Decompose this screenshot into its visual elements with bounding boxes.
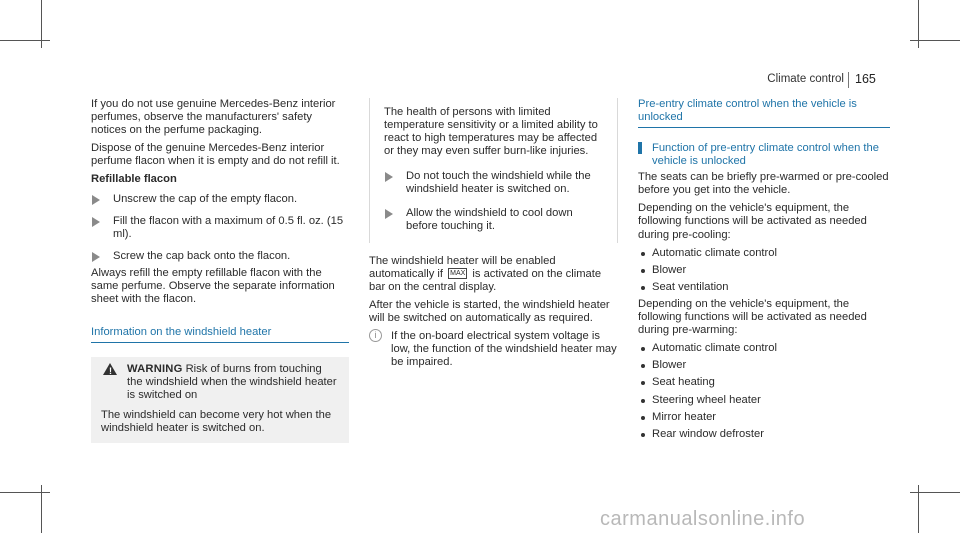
warning-text: Risk of burns from touching the windshield when the windshield heater is switched on (127, 363, 337, 402)
subsection-title-text: Function of pre-entry climate control when the vehicle is unlocked (652, 142, 879, 168)
list-item: Automatic climate control (638, 342, 890, 355)
list-item: Seat heating (638, 376, 890, 389)
paragraph: Always refill the empty refillable flacon with the same perfume. Observe the separate information sheet with the flacon. (91, 266, 335, 306)
step-text: Screw the cap back onto the flacon. (113, 249, 291, 262)
column-left (91, 98, 349, 443)
paragraph: Depending on the vehicle's equipment, the following functions will be activated as needed during pre-warming: (638, 297, 867, 337)
step-arrow-icon (385, 172, 393, 182)
step-text: Do not touch the windshield while the windshield heater is switched on. (406, 170, 591, 196)
section-name: Climate control (767, 73, 844, 85)
page-number: 165 (855, 72, 876, 86)
watermark: carmanualsonline.info (600, 508, 806, 530)
paragraph (369, 255, 618, 294)
cooling-list (638, 247, 890, 294)
list-item: Seat ventilation (638, 281, 890, 294)
step-text: Fill the flacon with a maximum of 0.5 fl. oz. (15 ml). (113, 214, 344, 240)
page-header (0, 73, 960, 89)
subheading-refillable: Refillable flacon (91, 173, 177, 186)
paragraph: The health of persons with limited temperature sensitivity or a limited ability to react to high temperatures may be affected or they may even suffer burn-like injuries. (384, 106, 598, 158)
note-text: If the on-board electrical system voltage is low, the function of the windshield heater may be impaired. (391, 330, 617, 369)
instruction-step (91, 215, 349, 241)
step-text: Allow the windshield to cool down before touching it. (406, 206, 573, 232)
header-divider (848, 72, 849, 88)
list-item: Blower (638, 359, 890, 372)
info-note-icon: i (369, 329, 382, 342)
paragraph: Dispose of the genuine Mercedes-Benz interior perfume flacon when it is empty and do not refill it. (91, 142, 340, 168)
step-arrow-icon (92, 195, 100, 205)
crop-mark (0, 40, 50, 41)
list-item: Automatic climate control (638, 247, 890, 260)
list-item: Mirror heater (638, 411, 890, 424)
paragraph: After the vehicle is started, the windshield heater will be switched on automatically as required. (369, 299, 610, 325)
windshield-max-icon: MAX (450, 270, 466, 278)
instruction-step (91, 250, 349, 263)
warning-triangle-icon: ! (103, 363, 117, 375)
instruction-step (384, 170, 605, 196)
warming-list (638, 342, 890, 441)
instruction-step (91, 193, 349, 206)
warning-header (101, 363, 339, 402)
crop-mark (910, 492, 960, 493)
subsection-title (638, 142, 890, 168)
text: is activated on the climate bar on the central display. (369, 267, 602, 293)
warning-box (91, 357, 349, 442)
step-arrow-icon (92, 252, 100, 262)
text: The windshield heater will be enabled automatically if (369, 254, 556, 280)
paragraph: Depending on the vehicle's equipment, the following functions will be activated as needed during pre-cooling: (638, 202, 867, 241)
note (369, 330, 618, 369)
column-right (638, 98, 890, 445)
crop-mark (910, 40, 960, 41)
crop-mark (0, 492, 50, 493)
column-middle (369, 98, 618, 370)
step-arrow-icon (385, 209, 393, 219)
warning-continuation-box (369, 98, 618, 243)
instruction-step (384, 207, 605, 233)
subsection-bar-icon (638, 142, 642, 154)
step-arrow-icon (92, 217, 100, 227)
step-text: Unscrew the cap of the empty flacon. (113, 192, 298, 205)
section-title-preentry: Pre-entry climate control when the vehicle is unlocked (638, 98, 890, 128)
section-title-windshield: Information on the windshield heater (91, 326, 349, 343)
list-item: Steering wheel heater (638, 394, 890, 407)
paragraph: If you do not use genuine Mercedes-Benz interior perfumes, observe the manufacturers' safety notices on the perfume packaging. (91, 98, 336, 137)
list-item: Blower (638, 264, 890, 277)
warning-label: WARNING (127, 363, 183, 376)
paragraph: The seats can be briefly pre-warmed or pre-cooled before you get into the vehicle. (638, 171, 889, 197)
warning-body: The windshield can become very hot when the windshield heater is switched on. (101, 408, 332, 434)
list-item: Rear window defroster (638, 428, 890, 441)
